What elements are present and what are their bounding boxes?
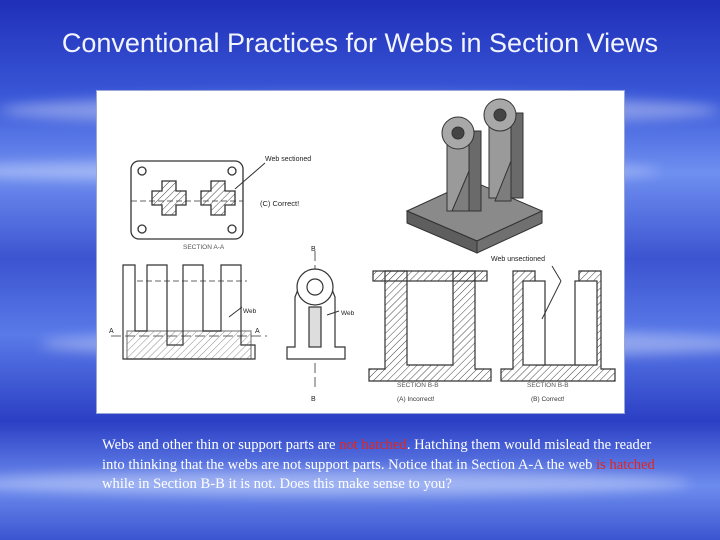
label-section-aa: SECTION A-A — [183, 244, 225, 251]
label-web-left: Web — [243, 308, 257, 315]
section-aa-view — [131, 161, 243, 239]
caption-text: while in Section B-B it is not. Does this make sense to you? — [102, 476, 452, 492]
label-section-bb-1: SECTION B-B — [397, 382, 439, 389]
label-correct-b: (B) Correct! — [531, 396, 565, 403]
engineering-drawing — [97, 91, 624, 413]
label-web-sectioned: Web sectioned — [265, 156, 312, 163]
side-view — [287, 251, 345, 391]
letter-a-left: A — [109, 328, 114, 335]
section-views-figure — [96, 90, 625, 414]
slide-title: Conventional Practices for Webs in Section Views — [61, 28, 659, 58]
letter-a-right: A — [255, 328, 260, 335]
letter-b-top: B — [311, 246, 316, 253]
label-correct-c: (C) Correct! — [260, 199, 300, 208]
letter-b-bottom: B — [311, 396, 316, 403]
label-incorrect-a: (A) Incorrect! — [397, 396, 435, 403]
section-bb-incorrect — [369, 271, 491, 381]
slide-caption — [102, 436, 662, 495]
pictorial-view — [407, 99, 542, 253]
caption-text: Webs and other thin or support parts are — [102, 437, 340, 453]
leader-line — [552, 266, 561, 281]
label-web-unsectioned: Web unsectioned — [491, 256, 545, 263]
label-section-bb-2: SECTION B-B — [527, 382, 569, 389]
caption-text: . Hatching them would mislead the reader into thinking that the webs are not support parts. Notice that in Section A-A the web — [102, 437, 652, 473]
caption-highlight: not hatched — [339, 437, 407, 453]
caption-highlight: is hatched — [596, 456, 655, 473]
label-web-mid: Web — [341, 310, 355, 317]
